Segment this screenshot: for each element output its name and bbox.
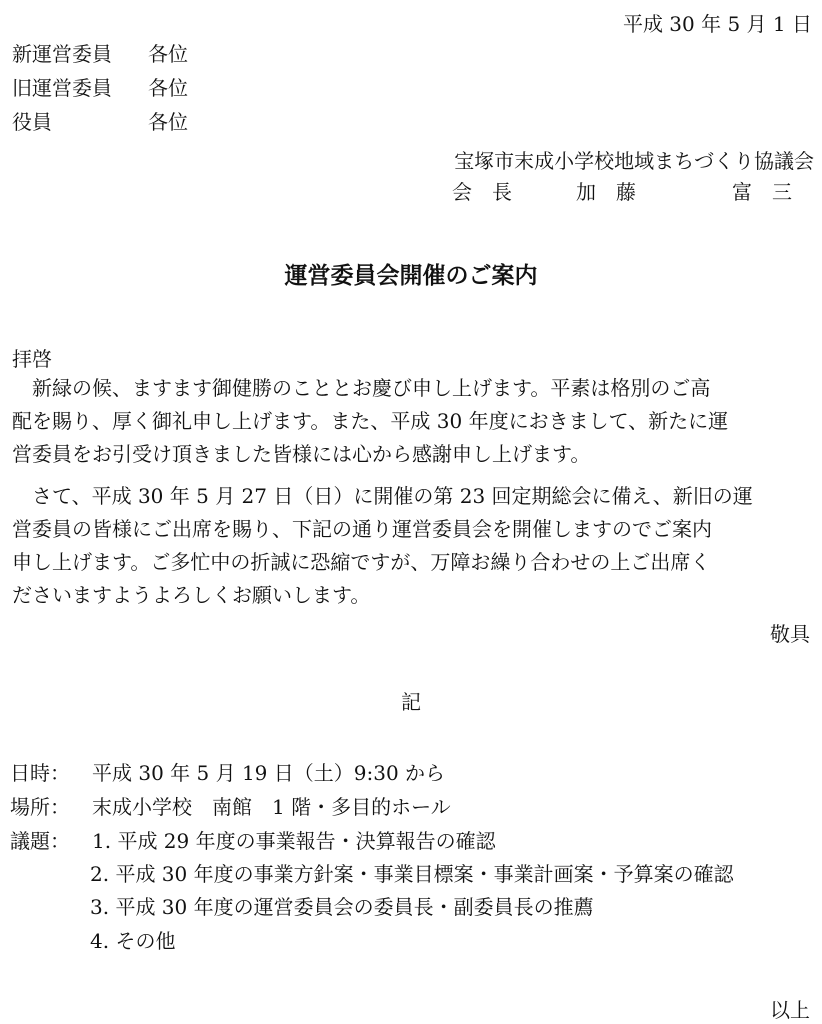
recipient-role: 役員 — [12, 110, 52, 134]
recipient-line — [12, 106, 188, 135]
paragraph-line: ださいますようよろしくお願いします。 — [12, 583, 371, 607]
document-title: 運営委員会開催のご案内 — [284, 262, 538, 289]
recipient-line — [12, 72, 188, 101]
sender-signature — [452, 176, 792, 205]
recipient-role: 新運営委員 — [12, 42, 112, 66]
paragraph-line: 営委員の皆様にご出席を賜り、下記の通り運営委員会を開催しますのでご案内 — [12, 517, 712, 541]
datetime-value: 平成 30 年 5 月 19 日（土）9:30 から — [92, 761, 446, 785]
paragraph-line: さて、平成 30 年 5 月 27 日（日）に開催の第 23 回定期総会に備え、新旧の運 — [12, 484, 753, 508]
agenda-item: 1. 平成 29 年度の事業報告・決算報告の確認 — [92, 829, 496, 853]
place-label: 場所： — [10, 795, 70, 819]
salutation: 拝啓 — [12, 347, 52, 371]
paragraph-line: 新緑の候、ますます御健勝のこととお慶び申し上げます。平素は格別のご高 — [12, 376, 711, 400]
agenda-item: 4. その他 — [90, 929, 176, 953]
end-mark: 以上 — [770, 998, 810, 1022]
place-row — [10, 791, 451, 820]
notice-heading: 記 — [401, 690, 421, 714]
body-paragraph-1 — [12, 372, 814, 471]
recipient-role: 旧運営委員 — [12, 76, 112, 100]
datetime-label: 日時： — [10, 761, 70, 785]
paragraph-line: 営委員をお引受け頂きました皆様には心から感謝申し上げます。 — [12, 442, 591, 466]
agenda-label: 議題： — [10, 829, 70, 853]
sender-given-name: 富 三 — [732, 180, 792, 204]
recipient-honorific: 各位 — [148, 42, 188, 66]
recipient-line — [12, 38, 188, 67]
recipient-honorific: 各位 — [148, 110, 188, 134]
document-date: 平成 30 年 5 月 1 日 — [622, 12, 812, 36]
closing-word: 敬具 — [770, 622, 810, 646]
paragraph-line: 配を賜り、厚く御礼申し上げます。また、平成 30 年度におきまして、新たに運 — [12, 409, 729, 433]
paragraph-line: 申し上げます。ご多忙中の折誠に恐縮ですが、万障お繰り合わせの上ご出席く — [12, 550, 711, 574]
sender-family-name: 加 藤 — [576, 180, 636, 204]
agenda-item: 2. 平成 30 年度の事業方針案・事業目標案・事業計画案・予算案の確認 — [90, 862, 734, 886]
agenda-row — [10, 825, 496, 854]
sender-organization: 宝塚市末成小学校地域まちづくり協議会 — [454, 149, 814, 173]
datetime-row — [10, 757, 445, 786]
agenda-item: 3. 平成 30 年度の運営委員会の委員長・副委員長の推薦 — [90, 895, 594, 919]
sender-title: 会 長 — [452, 180, 512, 204]
recipient-honorific: 各位 — [148, 76, 188, 100]
place-value: 末成小学校 南館 1 階・多目的ホール — [92, 795, 451, 819]
body-paragraph-2 — [12, 480, 814, 612]
